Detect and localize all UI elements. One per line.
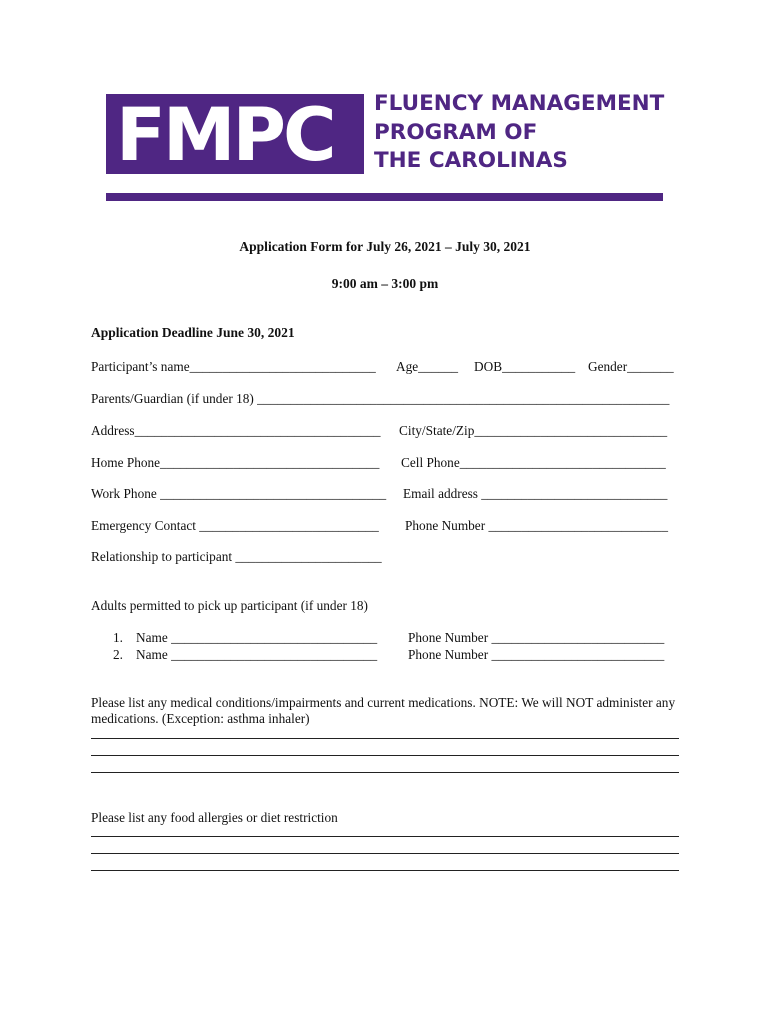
- medical-conditions-prompt: Please list any medical conditions/impairments and current medications. NOTE: We will NOT administer any medications. (Exception: asthma inhaler): [91, 695, 676, 726]
- application-deadline: Application Deadline June 30, 2021: [91, 325, 295, 340]
- pickup-phone-field[interactable]: Phone Number __________________________: [408, 630, 665, 645]
- dob-field[interactable]: DOB___________: [474, 359, 576, 374]
- logo-name-line-3: THE CAROLINAS: [374, 148, 568, 173]
- pickup-name-field[interactable]: Name _______________________________: [136, 630, 378, 645]
- address-field[interactable]: Address_____________________________________: [91, 423, 381, 438]
- logo-organization-name: [374, 90, 664, 176]
- participant-name-field[interactable]: Participant’s name____________________________: [91, 359, 376, 374]
- age-field[interactable]: Age______: [396, 359, 459, 374]
- cell-phone-field[interactable]: Cell Phone_______________________________: [401, 455, 666, 470]
- emergency-phone-field[interactable]: Phone Number ___________________________: [405, 518, 668, 533]
- medical-answer-line[interactable]: [91, 755, 679, 756]
- city-state-zip-field[interactable]: City/State/Zip_____________________________: [399, 423, 668, 438]
- home-phone-field[interactable]: Home Phone_________________________________: [91, 455, 380, 470]
- food-answer-line[interactable]: [91, 853, 679, 854]
- logo-underline-bar: [106, 193, 663, 201]
- relationship-field[interactable]: Relationship to participant ______________________: [91, 549, 382, 564]
- pickup-heading: Adults permitted to pick up participant (if under 18): [91, 598, 368, 613]
- logo-name-line-1: FLUENCY MANAGEMENT: [374, 91, 665, 116]
- pickup-item-number: 2.: [113, 647, 123, 662]
- food-answer-line[interactable]: [91, 836, 679, 837]
- parent-guardian-field[interactable]: Parents/Guardian (if under 18) ______________________________________________________________: [91, 391, 670, 406]
- fmpc-logo-mark: [106, 93, 364, 178]
- pickup-phone-field[interactable]: Phone Number __________________________: [408, 647, 665, 662]
- medical-answer-line[interactable]: [91, 772, 679, 773]
- form-title: Application Form for July 26, 2021 – July 30, 2021: [239, 239, 531, 254]
- pickup-item-number: 1.: [113, 630, 123, 645]
- food-allergies-prompt: Please list any food allergies or diet restriction: [91, 810, 338, 825]
- medical-answer-line[interactable]: [91, 738, 679, 739]
- logo-name-line-2: PROGRAM OF: [374, 119, 538, 145]
- pickup-name-field[interactable]: Name _______________________________: [136, 647, 378, 662]
- email-field[interactable]: Email address ____________________________: [403, 486, 668, 501]
- gender-field[interactable]: Gender_______: [588, 359, 674, 374]
- emergency-contact-field[interactable]: Emergency Contact ___________________________: [91, 518, 379, 533]
- logo-acronym: FMPC: [116, 93, 334, 178]
- food-answer-line[interactable]: [91, 870, 679, 871]
- program-time: 9:00 am – 3:00 pm: [331, 276, 439, 291]
- work-phone-field[interactable]: Work Phone __________________________________: [91, 486, 387, 501]
